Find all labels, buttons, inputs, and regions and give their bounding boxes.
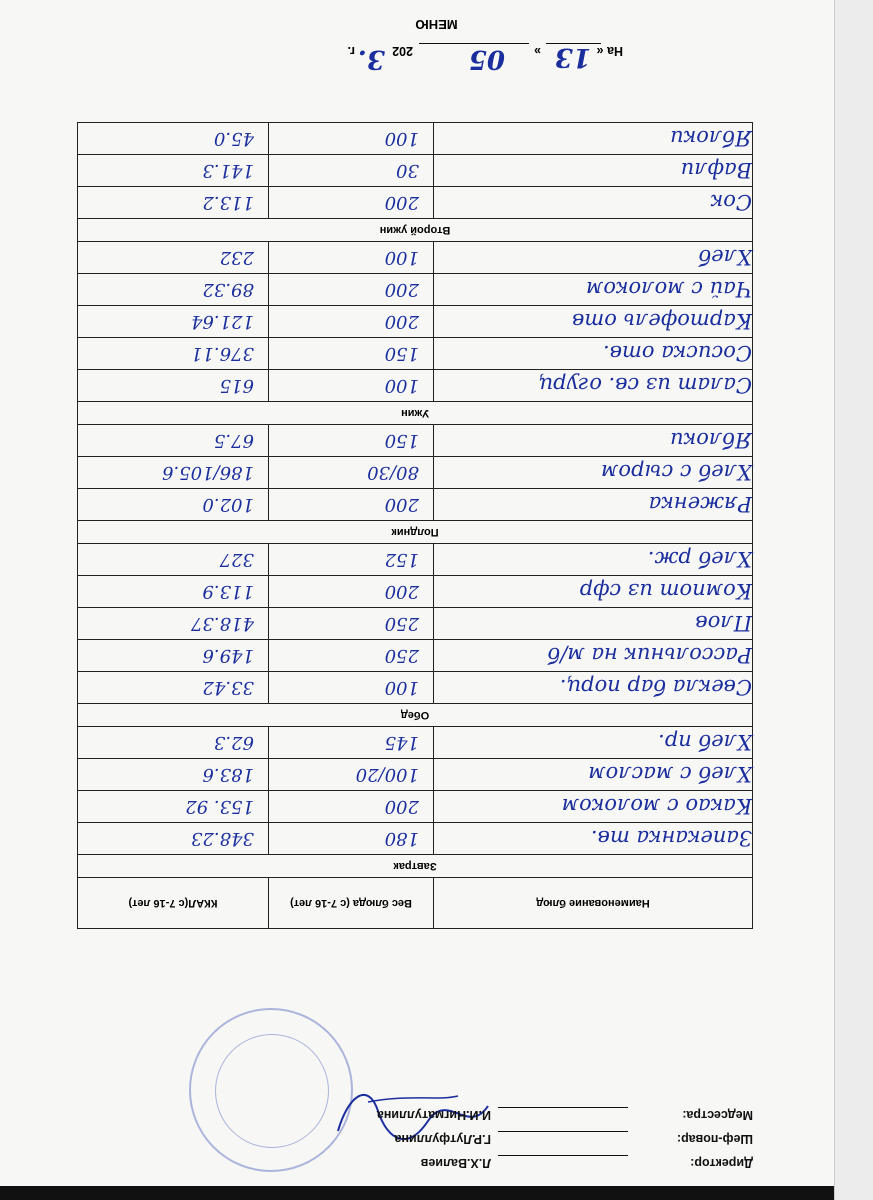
menu-row bbox=[78, 370, 753, 402]
menu-row bbox=[78, 123, 753, 155]
menu-row bbox=[78, 823, 753, 855]
dish-kcal: 102.0 bbox=[78, 489, 269, 521]
menu-row bbox=[78, 576, 753, 608]
chef-label: Шеф-повар: bbox=[676, 1132, 753, 1146]
section-title: Обед bbox=[78, 704, 753, 727]
director-label: Директор: bbox=[690, 1156, 753, 1170]
dish-name: Запеканка тв. bbox=[434, 823, 753, 855]
dish-name: Хлеб bbox=[434, 242, 753, 274]
menu-table bbox=[77, 122, 753, 929]
dish-weight: 100/20 bbox=[269, 759, 434, 791]
dish-kcal: 376.11 bbox=[78, 338, 269, 370]
nurse-signature-line bbox=[498, 1107, 628, 1108]
menu-row bbox=[78, 640, 753, 672]
dish-weight: 200 bbox=[269, 791, 434, 823]
dish-weight: 250 bbox=[269, 608, 434, 640]
dish-weight: 200 bbox=[269, 489, 434, 521]
signature-block bbox=[113, 1102, 753, 1174]
header-kcal: ККАЛ(с 7-16 лет) bbox=[78, 878, 269, 929]
section-title: Полдник bbox=[78, 521, 753, 544]
header-name: Наименование блюд bbox=[434, 878, 753, 929]
dish-weight: 200 bbox=[269, 576, 434, 608]
dish-weight: 250 bbox=[269, 640, 434, 672]
dish-name: Яблоки bbox=[434, 425, 753, 457]
document-title: МЕНЮ bbox=[415, 17, 458, 32]
section-row bbox=[78, 402, 753, 425]
dish-name: Хлеб с маслом bbox=[434, 759, 753, 791]
section-title: Ужин bbox=[78, 402, 753, 425]
dish-weight: 30 bbox=[269, 155, 434, 187]
scan-edge-bottom bbox=[0, 1186, 873, 1200]
dish-weight: 200 bbox=[269, 187, 434, 219]
dish-name: Салат из св. огурц bbox=[434, 370, 753, 402]
date-year: 202 bbox=[392, 44, 413, 58]
dish-kcal: 186/105.6 bbox=[78, 457, 269, 489]
dish-weight: 100 bbox=[269, 242, 434, 274]
dish-name: Вафли bbox=[434, 155, 753, 187]
nurse-label: Медсестра: bbox=[682, 1108, 753, 1122]
scan-edge-right bbox=[834, 0, 873, 1200]
menu-row bbox=[78, 457, 753, 489]
dish-weight: 180 bbox=[269, 823, 434, 855]
section-title: Второй ужин bbox=[78, 219, 753, 242]
dish-weight: 100 bbox=[269, 123, 434, 155]
nurse-name: И.И.Нигматуллина bbox=[376, 1108, 491, 1122]
menu-row bbox=[78, 544, 753, 576]
menu-row bbox=[78, 791, 753, 823]
dish-kcal: 418.37 bbox=[78, 608, 269, 640]
header-weight: Вес блюда (с 7-16 лет) bbox=[269, 878, 434, 929]
dish-weight: 100 bbox=[269, 370, 434, 402]
dish-weight: 150 bbox=[269, 425, 434, 457]
dish-name: Чай с молоком bbox=[434, 274, 753, 306]
date-month: 05 bbox=[468, 44, 505, 74]
dish-kcal: 327 bbox=[78, 544, 269, 576]
dish-kcal: 45.0 bbox=[78, 123, 269, 155]
date-mid: » bbox=[534, 44, 541, 58]
dish-weight: 152 bbox=[269, 544, 434, 576]
dish-name: Сосиска отв. bbox=[434, 338, 753, 370]
dish-name: Плов bbox=[434, 608, 753, 640]
menu-row bbox=[78, 425, 753, 457]
menu-row bbox=[78, 489, 753, 521]
section-title: Завтрак bbox=[78, 855, 753, 878]
dish-weight: 200 bbox=[269, 306, 434, 338]
dish-kcal: 615 bbox=[78, 370, 269, 402]
dish-name: Какао с молоком bbox=[434, 791, 753, 823]
dish-name: Яблоки bbox=[434, 123, 753, 155]
dish-kcal: 67.5 bbox=[78, 425, 269, 457]
date-prefix: На « bbox=[596, 44, 623, 58]
section-row bbox=[78, 855, 753, 878]
dish-kcal: 153. 92 bbox=[78, 791, 269, 823]
dish-name: Ряженка bbox=[434, 489, 753, 521]
dish-weight: 150 bbox=[269, 338, 434, 370]
chef-name: Г.Р.Лутфуллина bbox=[394, 1132, 491, 1146]
dish-kcal: 33.42 bbox=[78, 672, 269, 704]
dish-kcal: 89.32 bbox=[78, 274, 269, 306]
section-row bbox=[78, 521, 753, 544]
date-month-underline bbox=[419, 43, 529, 58]
date-suffix: г. bbox=[347, 44, 355, 58]
menu-row bbox=[78, 187, 753, 219]
dish-weight: 145 bbox=[269, 727, 434, 759]
menu-row bbox=[78, 338, 753, 370]
menu-row bbox=[78, 727, 753, 759]
dish-weight: 200 bbox=[269, 274, 434, 306]
date-day-underline bbox=[546, 43, 601, 58]
chef-row bbox=[113, 1126, 753, 1150]
dish-kcal: 348.23 bbox=[78, 823, 269, 855]
dish-name: Картофель отв bbox=[434, 306, 753, 338]
dish-name: Сок bbox=[434, 187, 753, 219]
menu-row bbox=[78, 672, 753, 704]
menu-row bbox=[78, 155, 753, 187]
dish-weight: 100 bbox=[269, 672, 434, 704]
dish-name: Хлеб с сыром bbox=[434, 457, 753, 489]
dish-name: Хлеб пр. bbox=[434, 727, 753, 759]
dish-kcal: 113.2 bbox=[78, 187, 269, 219]
date-year-suffix: 3. bbox=[357, 44, 385, 74]
section-row bbox=[78, 219, 753, 242]
dish-name: Рассольник на м/б bbox=[434, 640, 753, 672]
menu-row bbox=[78, 608, 753, 640]
dish-kcal: 232 bbox=[78, 242, 269, 274]
menu-row bbox=[78, 306, 753, 338]
chef-signature-line bbox=[498, 1131, 628, 1132]
dish-name: Хлеб рж. bbox=[434, 544, 753, 576]
dish-kcal: 183.6 bbox=[78, 759, 269, 791]
nurse-row bbox=[113, 1102, 753, 1126]
header-row bbox=[78, 878, 753, 929]
dish-weight: 80/30 bbox=[269, 457, 434, 489]
menu-row bbox=[78, 242, 753, 274]
director-name: Л.Х.Валиев bbox=[420, 1156, 491, 1170]
date-day: 13 bbox=[554, 42, 591, 72]
dish-kcal: 121.64 bbox=[78, 306, 269, 338]
dish-kcal: 141.3 bbox=[78, 155, 269, 187]
menu-row bbox=[78, 759, 753, 791]
dish-kcal: 149.6 bbox=[78, 640, 269, 672]
menu-table-body bbox=[78, 123, 753, 929]
dish-name: Компот из сфр bbox=[434, 576, 753, 608]
dish-kcal: 62.3 bbox=[78, 727, 269, 759]
dish-kcal: 113.9 bbox=[78, 576, 269, 608]
director-signature-line bbox=[498, 1155, 628, 1156]
section-row bbox=[78, 704, 753, 727]
menu-row bbox=[78, 274, 753, 306]
director-row bbox=[113, 1150, 753, 1174]
dish-name: Свекла бар порц. bbox=[434, 672, 753, 704]
